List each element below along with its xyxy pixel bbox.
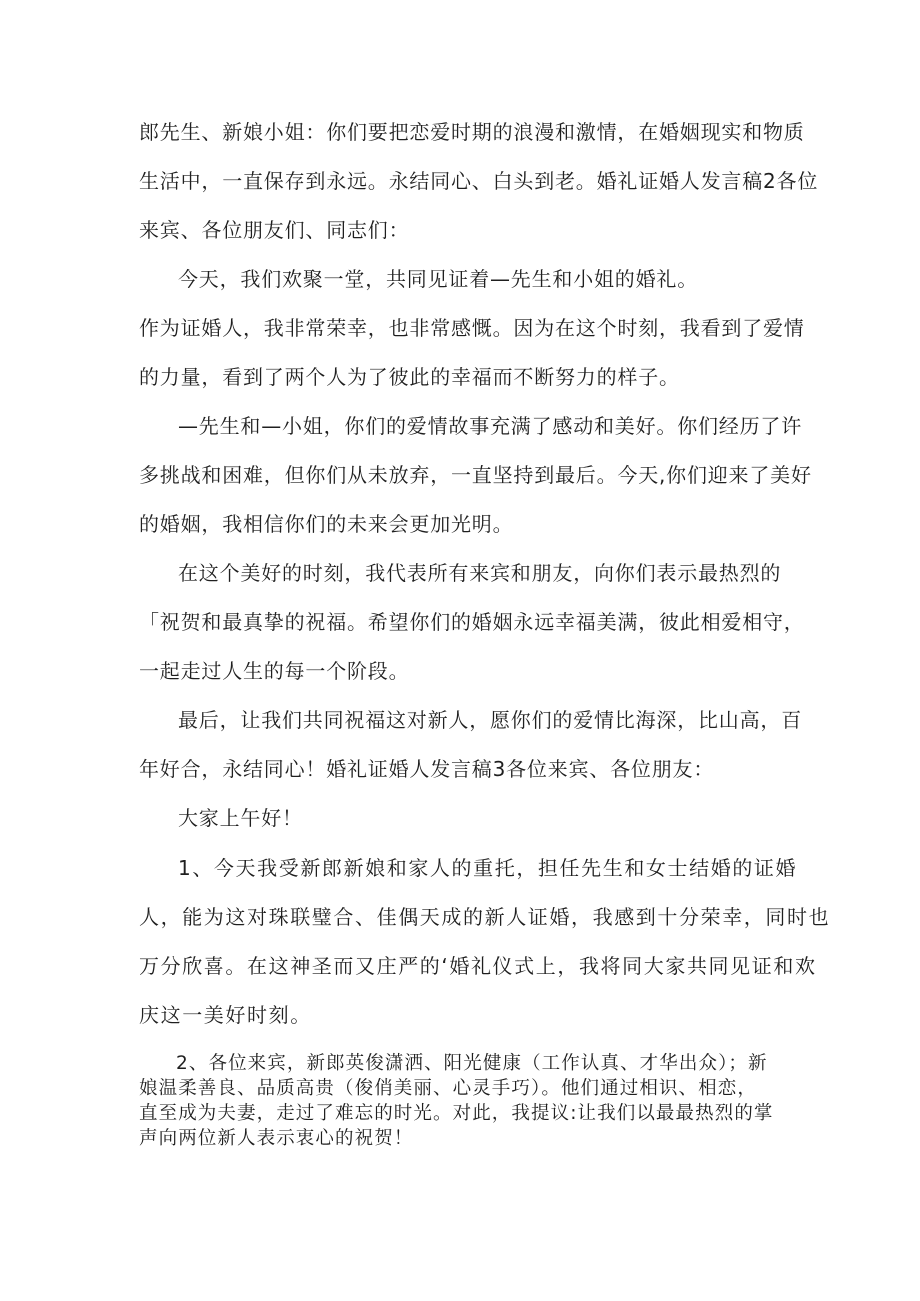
text-line: 「祝贺和最真挚的祝福。希望你们的婚姻永远幸福美满，彼此相爱相守， [139, 610, 805, 634]
text-line: 最后，让我们共同祝福这对新人，愿你们的爱情比海深，比山高，百 [178, 708, 802, 732]
text-line: 郎先生、新娘小姐：你们要把恋爱时期的浪漫和激情，在婚姻现实和物质 [139, 120, 805, 144]
text-line: 一起走过人生的每一个阶段。 [139, 659, 410, 683]
text-line: 的力量，看到了两个人为了彼此的幸福而不断努力的样子。 [139, 365, 680, 389]
text-line: —先生和—小姐，你们的爱情故事充满了感动和美好。你们经历了许 [178, 414, 802, 438]
text-line: 作为证婚人，我非常荣幸，也非常感慨。因为在这个时刻，我看到了爱情 [139, 316, 805, 340]
text-line: 娘温柔善良、品质高贵（俊俏美丽、心灵手巧）。他们通过相识、相恋， [139, 1078, 757, 1099]
text-line: 的婚姻，我相信你们的未来会更加光明。 [139, 512, 514, 536]
text-line: 今天，我们欢聚一堂，共同见证着—先生和小姐的婚礼。 [178, 267, 698, 291]
text-line: 生活中，一直保存到永远。永结同心、白头到老。婚礼证婚人发言稿2各位 [139, 169, 819, 193]
text-line: 大家上午好！ [178, 806, 303, 830]
text-line: 直至成为夫妻，走过了难忘的时光。对此，我提议:让我们以最最热烈的掌 [139, 1103, 774, 1124]
text-line: 1、今天我受新郎新娘和家人的重托，担任先生和女士结婚的证婚 [178, 856, 798, 880]
text-line: 庆这一美好时刻。 [139, 1003, 312, 1027]
text-line: 人，能为这对珠联璧合、佳偶天成的新人证婚，我感到十分荣幸，同时也 [139, 905, 831, 929]
text-line: 声向两位新人表示衷心的祝贺！ [139, 1128, 414, 1149]
text-line: 来宾、各位朋友们、同志们： [139, 218, 410, 242]
text-line: 2、各位来宾，新郎英俊潇洒、阳光健康（工作认真、才华出众）；新 [176, 1053, 768, 1074]
text-line: 在这个美好的时刻，我代表所有来宾和朋友，向你们表示最热烈的 [178, 561, 782, 585]
text-line: 多挑战和困难，但你们从未放弃，一直坚持到最后。今天,你们迎来了美好 [139, 463, 812, 487]
text-line: 年好合，永结同心！婚礼证婚人发言稿3各位来宾、各位朋友： [139, 757, 715, 781]
text-line: 万分欣喜。在这神圣而又庄严的‘婚礼仪式上，我将同大家共同见证和欢 [139, 954, 817, 978]
